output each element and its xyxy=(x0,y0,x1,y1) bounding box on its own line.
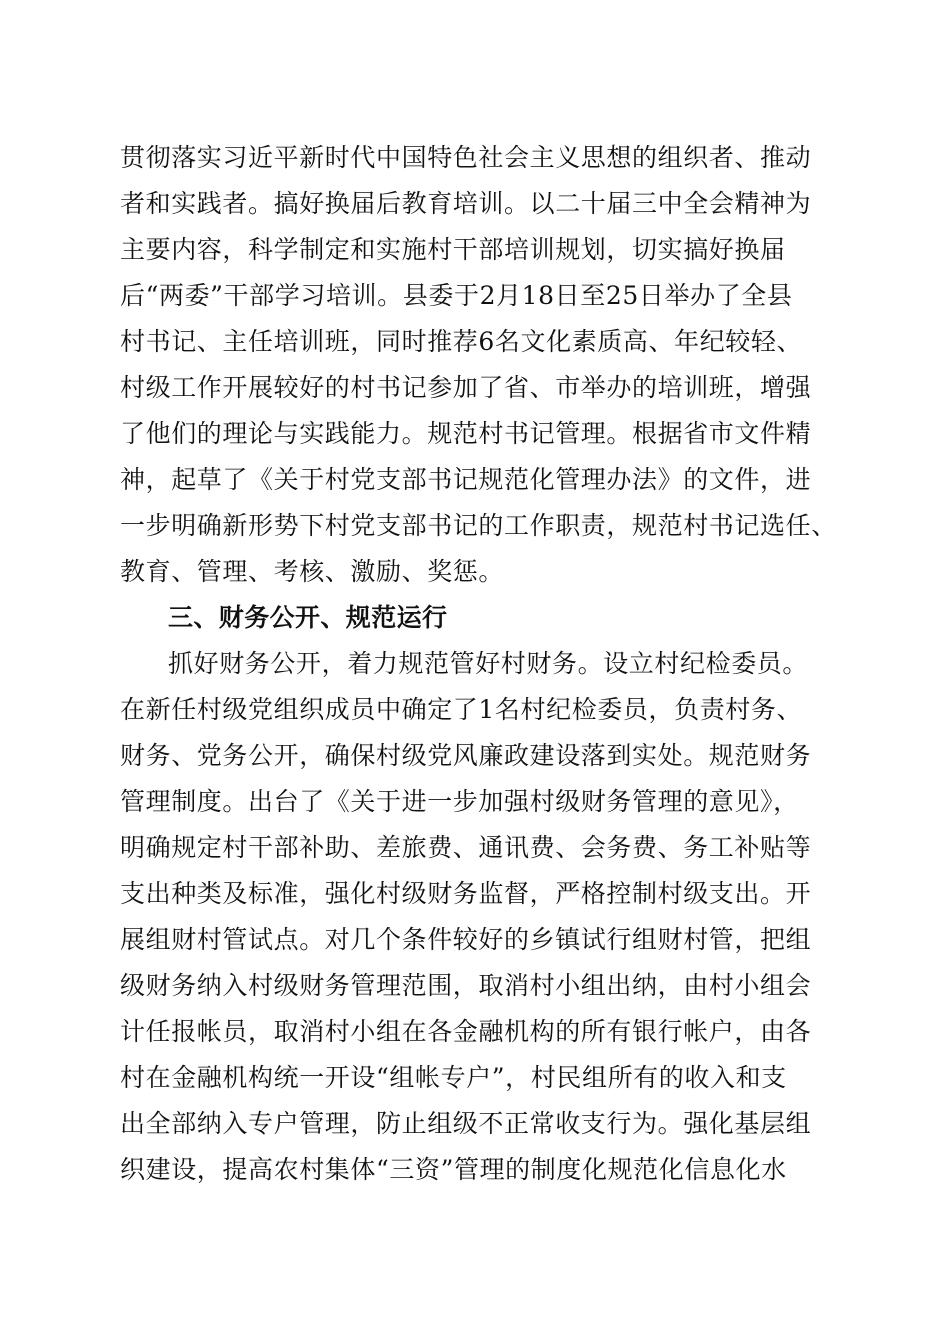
body-text-line: 织建设，提高农村集体“三资”管理的制度化规范化信息化水 xyxy=(120,1155,787,1184)
body-text-line: 村级工作开展较好的村书记参加了省、市举办的培训班，增强 xyxy=(120,373,812,402)
body-text-line: 一步明确新形势下村党支部书记的工作职责，规范村书记选任、 xyxy=(120,511,837,540)
section-heading: 三、财务公开、规范运行 xyxy=(168,603,448,632)
body-text-line: 村书记、主任培训班，同时推荐6名文化素质高、年纪较轻、 xyxy=(120,327,803,356)
body-text-line: 了他们的理论与实践能力。规范村书记管理。根据省市文件精 xyxy=(120,419,812,448)
body-text-line: 教育、管理、考核、激励、奖惩。 xyxy=(120,557,505,586)
body-text-line: 抓好财务公开，着力规范管好村财务。设立村纪检委员。 xyxy=(168,649,809,678)
body-text-line: 贯彻落实习近平新时代中国特色社会主义思想的组织者、推动 xyxy=(120,143,812,172)
body-text-line: 出全部纳入专户管理，防止组级不正常收支行为。强化基层组 xyxy=(120,1109,812,1138)
body-text-line: 主要内容，科学制定和实施村干部培训规划，切实搞好换届 xyxy=(120,235,786,264)
body-text-line: 神，起草了《关于村党支部书记规范化管理办法》的文件，进 xyxy=(120,465,812,494)
body-text-line: 后“两委”干部学习培训。县委于2月18日至25日举办了全县 xyxy=(120,281,793,310)
body-text-line: 管理制度。出台了《关于进一步加强村级财务管理的意见》， xyxy=(120,787,799,816)
body-text-line: 展组财村管试点。对几个条件较好的乡镇试行组财村管，把组 xyxy=(120,925,812,954)
body-text-line: 明确规定村干部补助、差旅费、通讯费、会务费、务工补贴等 xyxy=(120,833,812,862)
body-text-line: 者和实践者。搞好换届后教育培训。以二十届三中全会精神为 xyxy=(120,189,812,218)
body-text-line: 级财务纳入村级财务管理范围，取消村小组出纳，由村小组会 xyxy=(120,971,812,1000)
body-text-line: 村在金融机构统一开设“组帐专户”，村民组所有的收入和支 xyxy=(120,1063,787,1092)
body-text-line: 财务、党务公开，确保村级党风廉政建设落到实处。规范财务 xyxy=(120,741,812,770)
body-text-line: 在新任村级党组织成员中确定了1名村纪检委员，负责村务、 xyxy=(120,695,803,724)
body-text-line: 计任报帐员，取消村小组在各金融机构的所有银行帐户，由各 xyxy=(120,1017,812,1046)
body-text-line: 支出种类及标准，强化村级财务监督，严格控制村级支出。开 xyxy=(120,879,812,908)
